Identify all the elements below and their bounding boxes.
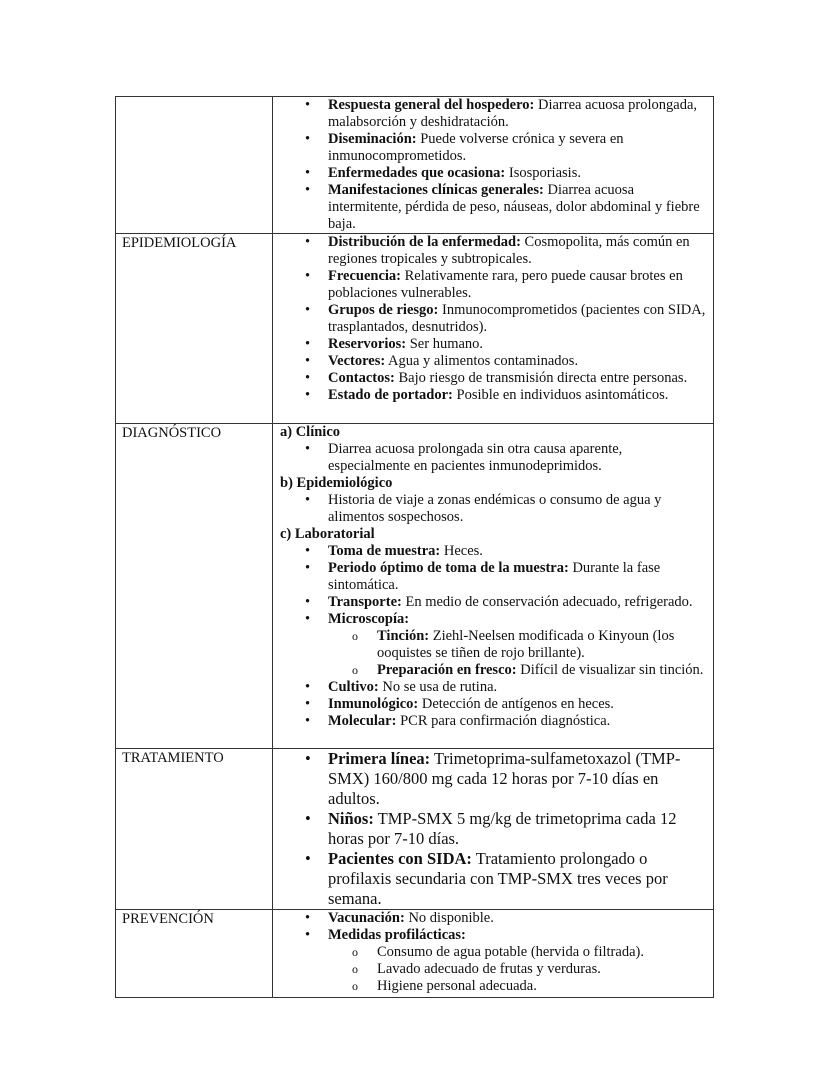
bullet-icon: • [305,370,311,386]
list-item [279,543,707,560]
list-item [279,370,707,387]
item-term: Toma de muestra: [328,543,441,559]
bullet-icon: • [305,336,311,352]
item-text: No disponible. [404,910,494,926]
row-content [273,910,714,998]
row-content [273,424,714,749]
list-item [279,560,707,594]
list-item [279,302,707,336]
bullet-icon: • [305,849,311,868]
item-text: Tratamiento prolongado o profilaxis secundaria con TMP-SMX tres veces por semana. [328,849,668,908]
bullet-icon: • [305,679,311,695]
section-heading: a) Clínico [280,424,341,440]
item-text: Ziehl-Neelsen modificada o Kinyoun (los ooquistes se tiñen de rojo brillante). [377,628,675,661]
item-term: Medidas profilácticas: [328,927,466,943]
table-row [116,234,714,424]
info-table [115,96,714,998]
item-term: Manifestaciones clínicas generales: [328,182,544,198]
circle-bullet-icon: o [352,629,358,643]
item-text: Higiene personal adecuada. [377,978,537,994]
item-text: Agua y alimentos contaminados. [385,353,579,369]
bullet-icon: • [305,131,311,147]
item-text: TMP-SMX 5 mg/kg de trimetoprima cada 12 horas por 7-10 días. [328,809,677,848]
bullet-icon: • [305,165,311,181]
sub-list-item [279,961,707,978]
bullet-icon: • [305,594,311,610]
item-term: Diseminación: [328,131,417,147]
bullet-icon: • [305,234,311,250]
item-term: Estado de portador: [328,387,453,403]
bullet-icon: • [305,387,311,403]
item-text: Puede volverse crónica y severa en inmunocomprometidos. [328,131,624,164]
circle-bullet-icon: o [352,663,358,677]
row-label: EPIDEMIOLOGÍA [116,234,273,424]
sub-list-item [279,662,707,679]
item-text: Posible en individuos asintomáticos. [452,387,669,403]
row-label: TRATAMIENTO [116,749,273,910]
item-text: En medio de conservación adecuado, refrigerado. [401,594,693,610]
sub-list-item [279,944,707,961]
item-text: Consumo de agua potable (hervida o filtrada). [377,944,644,960]
row-label: DIAGNÓSTICO [116,424,273,749]
bullet-icon: • [305,749,311,768]
item-term: Distribución de la enfermedad: [328,234,521,250]
item-term: Transporte: [328,594,402,610]
list-item [279,910,707,927]
list-item [279,182,707,233]
list-item [279,268,707,302]
list-item [279,696,707,713]
list-item [279,594,707,611]
item-text: Relativamente rara, pero puede causar brotes en poblaciones vulnerables. [328,268,683,301]
list-item [279,131,707,165]
item-term: Vacunación: [328,910,405,926]
table-row [116,424,714,749]
list-item [279,492,707,526]
bullet-icon: • [305,560,311,576]
item-text: Cosmopolita, más común en regiones tropicales y subtropicales. [328,234,690,267]
list-item [279,749,707,809]
list-item [279,336,707,353]
item-term: Enfermedades que ocasiona: [328,165,506,181]
bullet-icon: • [305,713,311,729]
item-term: Grupos de riesgo: [328,302,439,318]
item-text: Historia de viaje a zonas endémicas o consumo de agua y alimentos sospechosos. [328,492,662,525]
table-row [116,97,714,234]
bullet-icon: • [305,353,311,369]
bullet-icon: • [305,97,311,113]
item-text: Bajo riesgo de transmisión directa entre personas. [394,370,688,386]
list-item [279,679,707,696]
item-term: Vectores: [328,353,386,369]
item-term: Respuesta general del hospedero: [328,97,535,113]
list-item [279,849,707,909]
bullet-icon: • [305,182,311,198]
bullet-icon: • [305,543,311,559]
item-text: Lavado adecuado de frutas y verduras. [377,961,601,977]
item-text: Diarrea acuosa prolongada sin otra causa aparente, especialmente en pacientes inmunodeprimidos. [328,441,623,474]
row-content [273,97,714,234]
item-text: Durante la fase sintomática. [328,560,661,593]
bullet-icon: • [305,441,311,457]
bullet-icon: • [305,302,311,318]
item-text: Ser humano. [406,336,484,352]
bullet-icon: • [305,492,311,508]
item-text: Difícil de visualizar sin tinción. [516,662,704,678]
table-body [116,97,714,998]
item-text: Inmunocomprometidos (pacientes con SIDA, trasplantados, desnutridos). [328,302,706,335]
item-term: Cultivo: [328,679,379,695]
sub-list-item [279,978,707,995]
item-term: Tinción: [377,628,430,644]
item-term: Primera línea: [328,749,431,768]
item-term: Molecular: [328,713,397,729]
list-item [279,353,707,370]
item-text: Diarrea acuosa intermitente, pérdida de peso, náuseas, dolor abdominal y fiebre baja. [328,182,700,232]
list-item [279,387,707,404]
row-label: PREVENCIÓN [116,910,273,998]
bullet-icon: • [305,268,311,284]
bullet-icon: • [305,611,311,627]
circle-bullet-icon: o [352,945,358,959]
list-item [279,441,707,475]
item-term: Contactos: [328,370,395,386]
sub-list-item [279,628,707,662]
circle-bullet-icon: o [352,962,358,976]
row-label [116,97,273,234]
item-text: Isosporiasis. [505,165,581,181]
item-term: Pacientes con SIDA: [328,849,472,868]
bullet-icon: • [305,696,311,712]
item-text: Detección de antígenos en heces. [418,696,614,712]
item-text: Diarrea acuosa prolongada, malabsorción y deshidratación. [328,97,698,130]
item-term: Preparación en fresco: [377,662,517,678]
table-row [116,910,714,998]
item-term: Reservorios: [328,336,407,352]
item-term: Periodo óptimo de toma de la muestra: [328,560,569,576]
item-text: Trimetoprima-sulfametoxazol (TMP-SMX) 160/800 mg cada 12 horas por 7-10 días en adultos. [328,749,681,808]
list-item [279,234,707,268]
list-item [279,611,707,628]
circle-bullet-icon: o [352,979,358,993]
bullet-icon: • [305,910,311,926]
row-content [273,749,714,910]
bullet-icon: • [305,809,311,828]
list-item [279,713,707,730]
item-term: Frecuencia: [328,268,402,284]
list-item [279,809,707,849]
item-term: Microscopía: [328,611,410,627]
section-heading: c) Laboratorial [280,526,375,542]
list-item [279,165,707,182]
row-content [273,234,714,424]
table-row [116,749,714,910]
list-item [279,927,707,944]
item-term: Inmunológico: [328,696,419,712]
item-text: No se usa de rutina. [378,679,498,695]
item-term: Niños: [328,809,374,828]
item-text: Heces. [440,543,483,559]
bullet-icon: • [305,927,311,943]
list-item [279,97,707,131]
item-text: PCR para confirmación diagnóstica. [396,713,611,729]
section-heading: b) Epidemiológico [280,475,393,491]
